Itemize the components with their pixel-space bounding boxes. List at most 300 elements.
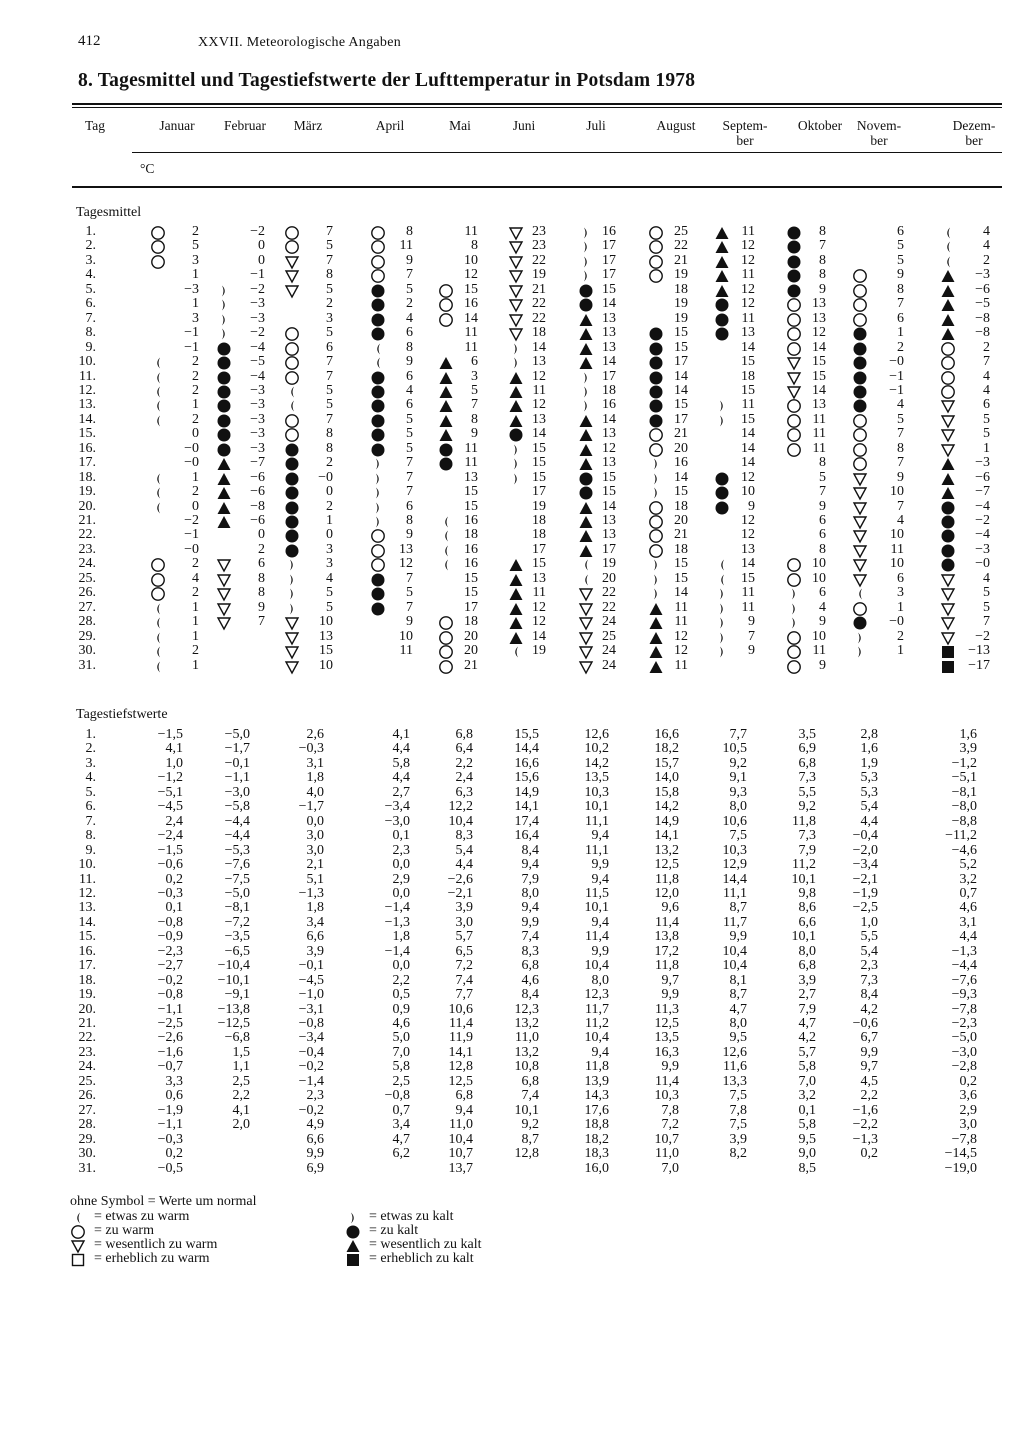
min-value: −2,2 <box>852 1117 878 1133</box>
mean-value: 22 <box>532 252 546 268</box>
day-label: 21. <box>78 1016 96 1031</box>
mean-value: 13 <box>602 513 616 528</box>
mean-value: −5 <box>975 296 990 312</box>
mean-value: 7 <box>406 599 413 615</box>
mean-value: 10 <box>812 570 826 586</box>
mean-value: 6 <box>406 368 413 384</box>
min-value: 1,8 <box>306 900 324 916</box>
mean-value: −1 <box>184 325 199 341</box>
mean-value: 10 <box>741 484 755 500</box>
header-bottom-rule <box>72 186 1002 188</box>
mean-value: 7 <box>897 426 904 442</box>
mean-value: 9 <box>897 267 904 283</box>
min-value: 8,7 <box>521 1131 539 1147</box>
min-value: 4,9 <box>306 1117 324 1133</box>
legend-text: = erheblich zu warm <box>94 1251 210 1266</box>
min-value: −0,4 <box>852 828 878 844</box>
min-value: −6,5 <box>224 943 250 959</box>
min-value: 6,6 <box>798 914 816 930</box>
min-value: 9,5 <box>729 1030 747 1046</box>
mean-value: 5 <box>983 426 990 442</box>
mean-value: 8 <box>819 267 826 283</box>
mean-value: 15 <box>674 397 688 413</box>
mean-value: 0 <box>192 426 199 442</box>
min-value: 5,8 <box>798 1059 816 1075</box>
filled-triangle-up-icon <box>216 514 232 530</box>
min-value: 14,9 <box>654 813 679 829</box>
min-value: 16,4 <box>514 828 539 844</box>
mean-value: 2 <box>192 585 199 601</box>
mean-value: 18 <box>674 281 688 297</box>
min-value: −8,8 <box>951 813 977 829</box>
min-value: −1,1 <box>157 1117 183 1133</box>
day-label: 15. <box>78 929 96 945</box>
mean-value: 7 <box>406 455 413 471</box>
mean-value: −8 <box>250 498 265 514</box>
mean-value: 11 <box>741 397 755 413</box>
mean-value: 7 <box>819 484 826 500</box>
mean-value: 11 <box>741 224 755 239</box>
min-value: 15,8 <box>654 784 679 800</box>
min-value: −8,1 <box>224 900 250 916</box>
mean-value: 6 <box>258 556 265 572</box>
mean-value: 18 <box>741 368 755 384</box>
mean-value: −1 <box>889 382 904 398</box>
mean-value: 19 <box>674 267 688 283</box>
mean-value: 2 <box>983 252 990 268</box>
min-value: 9,5 <box>798 1131 816 1147</box>
min-value: 3,0 <box>306 842 324 858</box>
min-value: 14,4 <box>722 871 747 887</box>
mean-value: 20 <box>464 628 478 644</box>
min-value: 3,0 <box>455 914 473 930</box>
mean-value: 13 <box>602 339 616 355</box>
col-header-month: Mai <box>449 118 471 133</box>
min-value: −1,2 <box>157 770 183 786</box>
mean-value: 2 <box>326 498 333 514</box>
mean-value: 7 <box>897 296 904 312</box>
mean-value: −4 <box>250 339 265 355</box>
mean-value: 12 <box>741 296 755 312</box>
mean-value: 16 <box>674 455 688 471</box>
min-value: −13,8 <box>217 1001 250 1017</box>
mean-value: 21 <box>464 657 478 673</box>
min-value: −0,2 <box>298 1102 324 1118</box>
mean-value: 15 <box>602 469 616 485</box>
min-value: 11,0 <box>655 1146 679 1162</box>
min-value: −5,1 <box>951 770 977 786</box>
mean-value: −13 <box>968 643 990 659</box>
mean-value: 0 <box>326 527 333 543</box>
day-label: 2. <box>85 238 96 254</box>
mean-value: 15 <box>532 556 546 572</box>
min-value: 9,4 <box>591 914 609 930</box>
day-label: 14. <box>78 914 96 930</box>
min-value: 14,1 <box>514 799 539 815</box>
min-value: 0,2 <box>959 1073 977 1089</box>
min-value: 0,0 <box>392 857 410 873</box>
min-value: −3,5 <box>224 929 250 945</box>
mean-value: 13 <box>812 310 826 326</box>
mean-value: −6 <box>250 484 265 500</box>
min-value: 6,8 <box>455 1088 473 1104</box>
mean-value: 10 <box>812 628 826 644</box>
min-value: 15,7 <box>654 755 679 771</box>
mean-value: 1 <box>192 469 199 485</box>
filled-square-icon <box>940 659 956 675</box>
day-label: 24. <box>78 1059 96 1075</box>
min-value: 2,2 <box>860 1088 878 1104</box>
min-value: −2,1 <box>447 885 473 901</box>
mean-value: 6 <box>406 397 413 413</box>
min-value: 4,7 <box>798 1016 816 1031</box>
mean-value: 24 <box>602 657 616 673</box>
min-value: 0,2 <box>860 1146 878 1162</box>
min-value: 3,9 <box>455 900 473 916</box>
min-value: 2,5 <box>392 1073 410 1089</box>
mean-value: 22 <box>602 585 616 601</box>
section-title-mean: Tagesmittel <box>76 205 142 220</box>
min-value: 4,1 <box>165 741 183 757</box>
min-value: 4,6 <box>521 972 539 988</box>
mean-value: −0 <box>184 455 199 471</box>
mean-value: 2 <box>192 411 199 427</box>
min-value: 9,4 <box>521 857 539 873</box>
min-value: 7,0 <box>798 1073 816 1089</box>
mean-value: 20 <box>674 513 688 528</box>
mean-value: 17 <box>602 368 616 384</box>
min-value: 10,3 <box>584 784 609 800</box>
mean-value: 5 <box>326 585 333 601</box>
col-header-month: Dezem- ber <box>952 118 996 148</box>
mean-value: 12 <box>399 556 413 572</box>
mean-value: 16 <box>464 541 478 557</box>
min-value: 5,5 <box>798 784 816 800</box>
mean-value: 11 <box>532 585 546 601</box>
min-value: 14,1 <box>654 828 679 844</box>
top-rule-thin <box>72 107 1002 108</box>
mean-value: 14 <box>812 382 826 398</box>
mean-value: 9 <box>406 354 413 370</box>
min-value: 9,0 <box>798 1146 816 1162</box>
mean-value: −3 <box>250 310 265 326</box>
day-label: 19. <box>78 987 96 1003</box>
mean-value: 1 <box>192 628 199 644</box>
mean-value: 19 <box>602 556 616 572</box>
mean-value: 16 <box>602 397 616 413</box>
mean-value: 14 <box>532 628 546 644</box>
mean-value: 2 <box>326 296 333 312</box>
min-value: 8,4 <box>521 842 539 858</box>
mean-value: 15 <box>319 643 333 659</box>
min-value: 5,8 <box>392 755 410 771</box>
mean-value: 15 <box>674 556 688 572</box>
mean-value: −2 <box>250 325 265 341</box>
mean-value: 12 <box>532 368 546 384</box>
min-value: 17,2 <box>654 943 679 959</box>
min-value: 7,7 <box>455 987 473 1003</box>
min-value: 7,8 <box>729 1102 747 1118</box>
mean-value: 8 <box>406 513 413 528</box>
min-value: 7,0 <box>661 1160 679 1176</box>
min-value: 16,6 <box>654 727 679 742</box>
min-value: 0,1 <box>392 828 410 844</box>
min-value: −3,4 <box>384 799 410 815</box>
mean-value: 15 <box>532 455 546 471</box>
mean-value: 15 <box>602 281 616 297</box>
min-value: −1,5 <box>157 842 183 858</box>
mean-value: 17 <box>602 267 616 283</box>
mean-value: 12 <box>464 267 478 283</box>
mean-value: 23 <box>532 238 546 254</box>
min-value: 8,1 <box>729 972 747 988</box>
min-value: 12,3 <box>584 987 609 1003</box>
min-value: 9,9 <box>729 929 747 945</box>
min-value: −1,0 <box>298 987 324 1003</box>
open-triangle-down-icon <box>578 659 594 675</box>
min-value: −4,4 <box>951 958 977 974</box>
mean-value: 11 <box>464 455 478 471</box>
col-header-month: August <box>656 118 696 133</box>
min-value: 12,5 <box>654 1016 679 1031</box>
mean-value: 1 <box>897 325 904 341</box>
mean-value: 6 <box>983 397 990 413</box>
min-value: 14,4 <box>514 741 539 757</box>
mean-value: 1 <box>326 513 333 528</box>
mean-value: 9 <box>819 281 826 297</box>
mean-value: −0 <box>184 440 199 456</box>
min-value: 4,1 <box>232 1102 250 1118</box>
min-value: 4,4 <box>959 929 977 945</box>
min-value: 11,1 <box>585 813 609 829</box>
min-value: −9,3 <box>951 987 977 1003</box>
mean-value: −3 <box>975 267 990 283</box>
mean-value: 7 <box>326 368 333 384</box>
mean-value: 1 <box>192 296 199 312</box>
mean-value: −8 <box>975 325 990 341</box>
min-value: 1,1 <box>232 1059 250 1075</box>
min-value: 2,9 <box>959 1102 977 1118</box>
mean-value: −17 <box>968 657 990 673</box>
min-value: 11,4 <box>585 929 609 945</box>
mean-value: 6 <box>897 224 904 239</box>
mean-value: 4 <box>406 382 413 398</box>
page-number: 412 <box>78 33 101 49</box>
open-circle-icon <box>438 659 454 675</box>
mean-value: 18 <box>532 527 546 543</box>
mean-value: 15 <box>674 339 688 355</box>
min-value: 4,4 <box>860 813 878 829</box>
mean-value: 15 <box>741 382 755 398</box>
col-header-month: April <box>375 118 405 133</box>
mean-value: 15 <box>741 354 755 370</box>
min-value: 18,3 <box>584 1146 609 1162</box>
min-value: −0,6 <box>852 1016 878 1031</box>
mean-value: 9 <box>819 498 826 514</box>
mean-value: 11 <box>741 585 755 601</box>
mean-value: 8 <box>258 585 265 601</box>
mean-value: 6 <box>471 354 478 370</box>
mean-value: −1 <box>184 527 199 543</box>
day-label: 6. <box>85 799 96 815</box>
day-label: 3. <box>85 252 96 268</box>
min-value: 9,2 <box>729 755 747 771</box>
mean-value: −2 <box>250 224 265 239</box>
legend-text: = wesentlich zu kalt <box>369 1237 482 1252</box>
mean-value: −1 <box>889 368 904 384</box>
min-value: 15,5 <box>514 727 539 742</box>
mean-value: 0 <box>192 498 199 514</box>
day-label: 5. <box>85 784 96 800</box>
min-value: 0,7 <box>392 1102 410 1118</box>
mean-value: 17 <box>464 599 478 615</box>
mean-value: 4 <box>983 570 990 586</box>
day-label: 13. <box>78 397 96 413</box>
min-value: 9,8 <box>798 885 816 901</box>
mean-value: 4 <box>326 570 333 586</box>
min-value: −10,4 <box>217 958 250 974</box>
min-value: 0,9 <box>392 1001 410 1017</box>
mean-value: 17 <box>532 484 546 500</box>
min-value: 11,4 <box>655 914 679 930</box>
min-value: 6,8 <box>521 1073 539 1089</box>
min-value: 12,8 <box>448 1059 473 1075</box>
min-value: 2,7 <box>392 784 410 800</box>
min-value: 14,9 <box>514 784 539 800</box>
mean-value: 9 <box>471 426 478 442</box>
mean-value: −2 <box>975 513 990 528</box>
min-value: 2,6 <box>306 727 324 742</box>
min-value: 3,2 <box>959 871 977 887</box>
mean-value: 14 <box>602 354 616 370</box>
col-header-month: Februar <box>224 118 266 133</box>
min-value: 3,3 <box>165 1073 183 1089</box>
day-label: 25. <box>78 1073 96 1089</box>
mean-value: 9 <box>819 614 826 630</box>
mean-value: 5 <box>983 585 990 601</box>
min-value: −4,5 <box>298 972 324 988</box>
mean-value: 9 <box>406 252 413 268</box>
min-value: 0,0 <box>392 958 410 974</box>
mean-value: 17 <box>602 541 616 557</box>
min-value: 3,4 <box>392 1117 410 1133</box>
mean-value: 3 <box>192 252 199 268</box>
min-value: 10,1 <box>584 799 609 815</box>
day-label: 8. <box>85 828 96 844</box>
min-value: −0,3 <box>298 741 324 757</box>
mean-value: 8 <box>326 440 333 456</box>
mean-value: 1 <box>192 614 199 630</box>
min-value: 4,0 <box>306 784 324 800</box>
min-value: 7,4 <box>455 972 473 988</box>
min-value: −1,4 <box>298 1073 324 1089</box>
min-value: 10,4 <box>722 943 747 959</box>
min-value: 10,7 <box>448 1146 473 1162</box>
mean-value: 1 <box>897 599 904 615</box>
day-label: 4. <box>85 267 96 283</box>
mean-value: 11 <box>464 440 478 456</box>
min-value: 5,4 <box>860 799 878 815</box>
mean-value: 15 <box>741 411 755 427</box>
min-value: −0,9 <box>157 929 183 945</box>
legend-text: ohne Symbol = Werte um normal <box>70 1194 257 1209</box>
min-value: −4,4 <box>224 813 250 829</box>
min-value: 2,7 <box>798 987 816 1003</box>
col-header-month: Septem- ber <box>722 118 768 148</box>
min-value: 0,1 <box>798 1102 816 1118</box>
mean-value: −4 <box>250 368 265 384</box>
mean-value: 7 <box>748 628 755 644</box>
mean-value: 4 <box>983 224 990 239</box>
day-label: 7. <box>85 310 96 326</box>
mean-value: 2 <box>192 382 199 398</box>
mean-value: 9 <box>897 469 904 485</box>
mean-value: 4 <box>897 397 904 413</box>
mean-value: 14 <box>674 382 688 398</box>
min-value: −1,6 <box>852 1102 878 1118</box>
moon-open-right-icon <box>508 644 524 660</box>
day-label: 18. <box>78 469 96 485</box>
mean-value: 8 <box>471 238 478 254</box>
open-triangle-down-icon <box>284 659 300 675</box>
min-value: 0,5 <box>392 987 410 1003</box>
min-value: 4,7 <box>392 1131 410 1147</box>
mean-value: −3 <box>975 455 990 471</box>
min-value: −2,6 <box>157 1030 183 1046</box>
min-value: 13,8 <box>654 929 679 945</box>
mean-value: 6 <box>406 498 413 514</box>
min-value: 10,2 <box>584 741 609 757</box>
day-label: 23. <box>78 541 96 557</box>
min-value: 5,7 <box>455 929 473 945</box>
min-value: 10,1 <box>584 900 609 916</box>
mean-value: −2 <box>184 513 199 528</box>
mean-value: 16 <box>464 556 478 572</box>
min-value: 6,6 <box>306 1131 324 1147</box>
mean-value: 5 <box>326 382 333 398</box>
min-value: 1,9 <box>860 755 878 771</box>
min-value: 0,1 <box>165 900 183 916</box>
min-value: −5,0 <box>224 885 250 901</box>
min-value: 12,5 <box>654 857 679 873</box>
mean-value: 6 <box>819 585 826 601</box>
mean-value: −2 <box>250 281 265 297</box>
min-value: 8,3 <box>455 828 473 844</box>
min-value: 6,2 <box>392 1146 410 1162</box>
min-value: 10,6 <box>722 813 747 829</box>
mean-value: 11 <box>812 643 826 659</box>
min-value: 11,8 <box>792 813 816 829</box>
mean-value: 11 <box>464 339 478 355</box>
mean-value: 12 <box>741 238 755 254</box>
day-label: 19. <box>78 484 96 500</box>
mean-value: 25 <box>602 628 616 644</box>
min-value: 13,2 <box>654 842 679 858</box>
min-value: 11,9 <box>449 1030 473 1046</box>
min-value: 2,8 <box>860 727 878 742</box>
mean-value: 5 <box>192 238 199 254</box>
col-header-month: März <box>293 118 323 133</box>
min-value: 7,5 <box>729 828 747 844</box>
open-circle-icon <box>786 659 802 675</box>
mean-value: 20 <box>674 440 688 456</box>
min-value: 11,1 <box>585 842 609 858</box>
min-value: 10,4 <box>448 813 473 829</box>
mean-value: −4 <box>975 527 990 543</box>
min-value: 3,1 <box>959 914 977 930</box>
min-value: 6,7 <box>860 1030 878 1046</box>
min-value: 1,5 <box>232 1044 250 1060</box>
